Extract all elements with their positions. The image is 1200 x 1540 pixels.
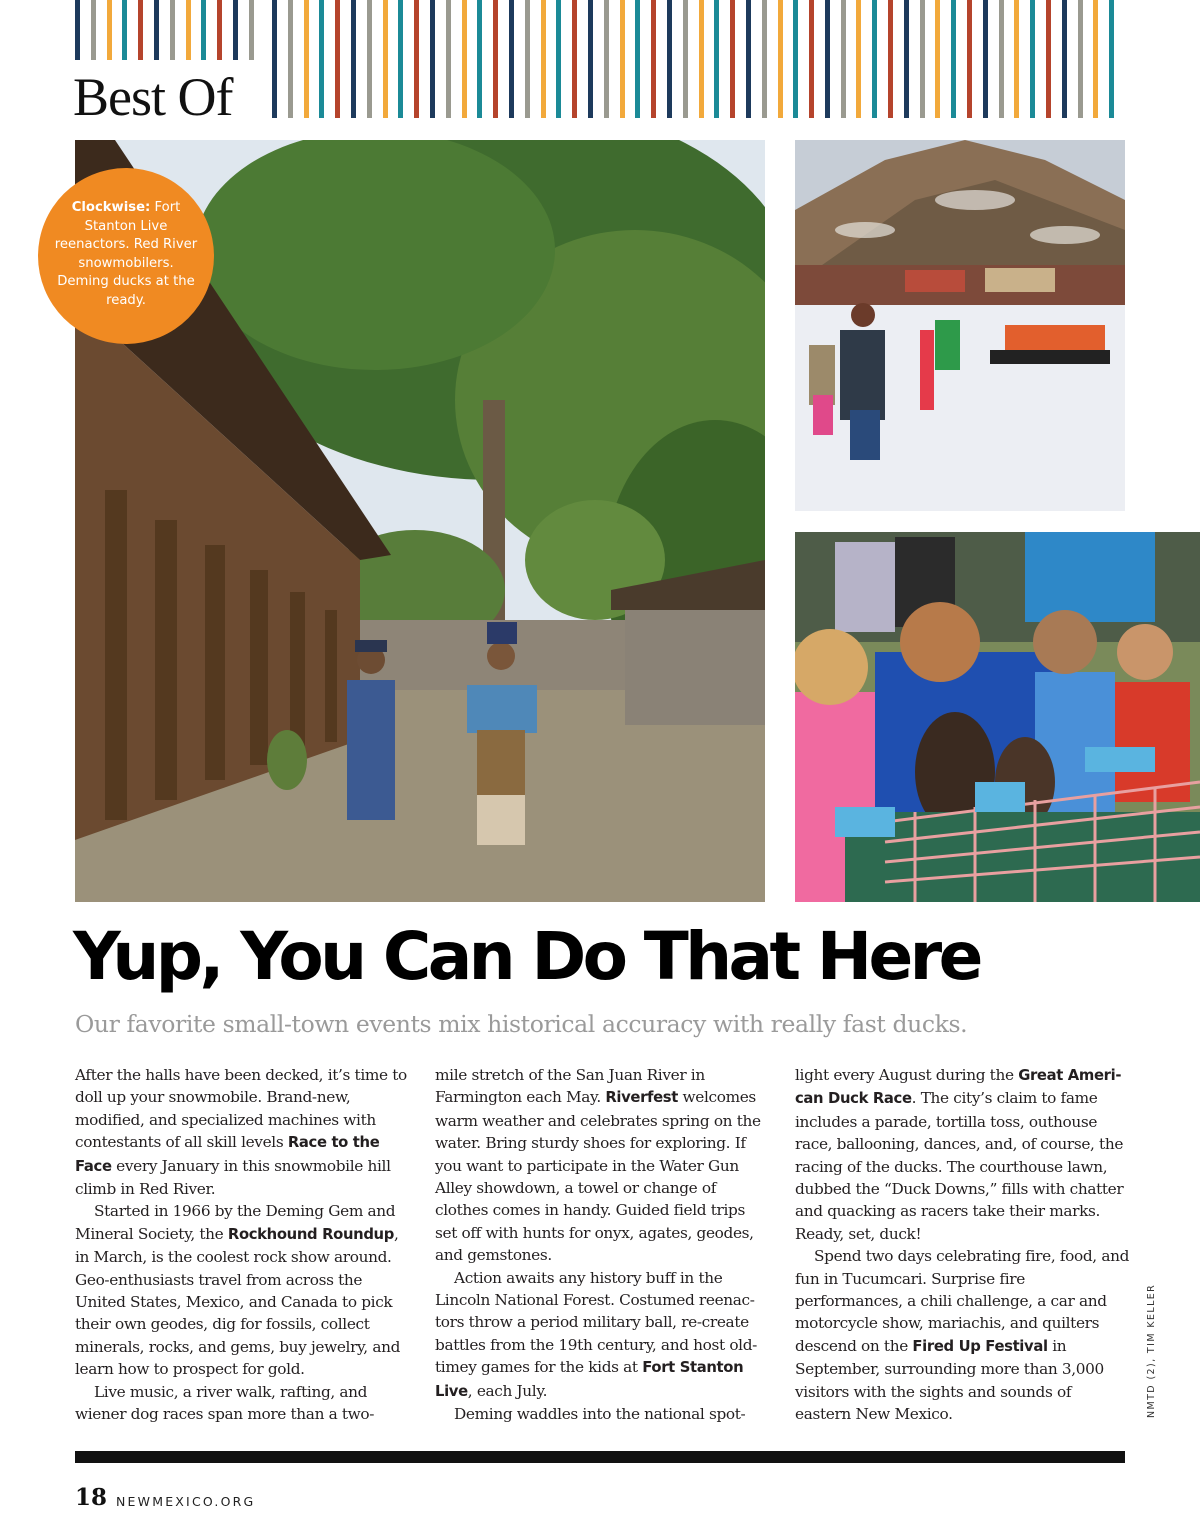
stripe: [588, 0, 593, 118]
article-column-2: [435, 1064, 770, 1426]
stripe: [335, 0, 340, 118]
stripe: [1109, 0, 1114, 118]
stripe: [730, 0, 735, 118]
stripe: [604, 0, 609, 118]
stripe: [383, 0, 388, 118]
stripe: [525, 0, 530, 118]
stripe: [904, 0, 909, 118]
photo-deming-duck-race: [795, 532, 1200, 902]
stripe: [541, 0, 546, 118]
photo-deming-duck-race-icon: [795, 532, 1200, 902]
paragraph: Action awaits any history buff in the Lincoln National Forest. Costumed reenactors throw a period military ball, re-create battles from the 19th century, and host old-timey games for the kids at Fort Stanton Live, each July.: [435, 1268, 757, 1400]
stripe: [493, 0, 498, 118]
paragraph: light every August during the Great American Duck Race. The city’s claim to fame includes a parade, tortilla toss, outhouse race, ballooning, dances, and, of course, the racing of the ducks. The courthouse lawn, dubbed the “Duck Downs,” fills with chatter and quacking as racers take their marks. Ready, set, duck!: [795, 1066, 1124, 1243]
stripe: [651, 0, 656, 118]
photo-caption: [38, 168, 214, 344]
stripe: [635, 0, 640, 118]
dek: Our favorite small-town events mix historical accuracy with really fast ducks.: [75, 1010, 968, 1038]
stripe: [572, 0, 577, 118]
stripe: [1046, 0, 1051, 118]
stripe: [1078, 0, 1083, 118]
stripe: [888, 0, 893, 118]
section-title: Best Of: [73, 67, 233, 127]
stripe: [509, 0, 514, 118]
stripe: [122, 0, 127, 60]
stripe: [107, 0, 112, 60]
stripe: [319, 0, 324, 118]
stripe: [778, 0, 783, 118]
stripe: [967, 0, 972, 118]
stripe: [75, 0, 80, 60]
event-name: Rockhound Roundup: [227, 1225, 394, 1243]
stripe: [762, 0, 767, 118]
page-number: 18: [75, 1484, 108, 1511]
decorative-stripes-top: [75, 0, 265, 60]
paragraph: Deming waddles into the national spot-: [454, 1405, 746, 1424]
caption-lead: Clockwise:: [71, 200, 151, 215]
stripe: [398, 0, 403, 118]
stripe: [683, 0, 688, 118]
stripe: [841, 0, 846, 118]
stripe: [154, 0, 159, 60]
stripe: [446, 0, 451, 118]
stripe: [809, 0, 814, 118]
stripe: [233, 0, 238, 60]
site-url[interactable]: NEWMEXICO.ORG: [116, 1494, 256, 1509]
stripe: [217, 0, 222, 60]
stripe: [351, 0, 356, 118]
stripe: [304, 0, 309, 118]
stripe: [170, 0, 175, 60]
stripe: [138, 0, 143, 60]
stripe: [462, 0, 467, 118]
stripe: [983, 0, 988, 118]
stripe: [1014, 0, 1019, 118]
headline: Yup, You Can Do That Here: [73, 918, 980, 995]
paragraph: Spend two days celebrating fire, food, and fun in Tucumcari. Surprise fire performances, a chili challenge, a car and motorcycle show, mariachis, and quilters descend on the Fired Up Festival in September, surrounding more than 3,000 visitors with the sights and sounds of eastern New Mexico.: [795, 1247, 1130, 1424]
stripe: [793, 0, 798, 118]
footer-rule: [75, 1451, 1125, 1463]
stripe: [288, 0, 293, 118]
stripe: [430, 0, 435, 118]
stripe: [556, 0, 561, 118]
decorative-stripes-header: [272, 0, 1125, 118]
event-name: Great American Duck Race: [795, 1067, 1122, 1108]
paragraph: Started in 1966 by the Deming Gem and Mineral Society, the Rockhound Roundup, in March, is the coolest rock show around. Geo-enthusiasts travel from across the United States, Mexico, and Canada to pick their own geodes, dig for fossils, collect minerals, rocks, and gems, buy jewelry, and learn how to prospect for gold.: [75, 1202, 401, 1379]
paragraph: mile stretch of the San Juan River in Farmington each May. Riverfest welcomes warm weather and celebrates spring on the water. Bring sturdy shoes for exploring. If you want to participate in the Water Gun Alley showdown, a towel or change of clothes comes in handy. Guided field trips set off with hunts for onyx, agates, geodes, and gemstones.: [435, 1066, 761, 1265]
stripe: [249, 0, 254, 60]
stripe: [367, 0, 372, 118]
event-name: Fort Stanton Live: [435, 1359, 744, 1400]
stripe: [1093, 0, 1098, 118]
stripe: [746, 0, 751, 118]
stripe: [935, 0, 940, 118]
caption-text: Fort Stanton Live reenactors. Red River snowmobilers. Deming ducks at the ready.: [54, 200, 198, 308]
photo-credit: NMTD (2), TIM KELLER: [1146, 1283, 1157, 1418]
stripe: [667, 0, 672, 118]
stripe: [91, 0, 96, 60]
stripe: [201, 0, 206, 60]
stripe: [951, 0, 956, 118]
stripe: [186, 0, 191, 60]
stripe: [872, 0, 877, 118]
stripe: [1030, 0, 1035, 118]
article-column-1: [75, 1064, 410, 1426]
paragraph: Live music, a river walk, rafting, and wiener dog races span more than a two-: [75, 1382, 375, 1424]
stripe: [272, 0, 277, 118]
stripe: [699, 0, 704, 118]
stripe: [856, 0, 861, 118]
article-column-3: [795, 1064, 1130, 1426]
paragraph: After the halls have been decked, it’s time to doll up your snowmobile. Brand-new, modified, and specialized machines with contestants of all skill levels Race to the Face every January in this snowmobile hill climb in Red River.: [75, 1066, 407, 1199]
photo-red-river-snowmobilers: [795, 140, 1125, 511]
stripe: [1062, 0, 1067, 118]
stripe: [825, 0, 830, 118]
photo-red-river-snowmobilers-icon: [795, 140, 1125, 511]
event-name: Race to the Face: [75, 1134, 380, 1175]
stripe: [714, 0, 719, 118]
stripe: [999, 0, 1004, 118]
stripe: [477, 0, 482, 118]
stripe: [620, 0, 625, 118]
event-name: Fired Up Festival: [912, 1337, 1048, 1355]
stripe: [920, 0, 925, 118]
event-name: Riverfest: [605, 1089, 678, 1107]
stripe: [414, 0, 419, 118]
